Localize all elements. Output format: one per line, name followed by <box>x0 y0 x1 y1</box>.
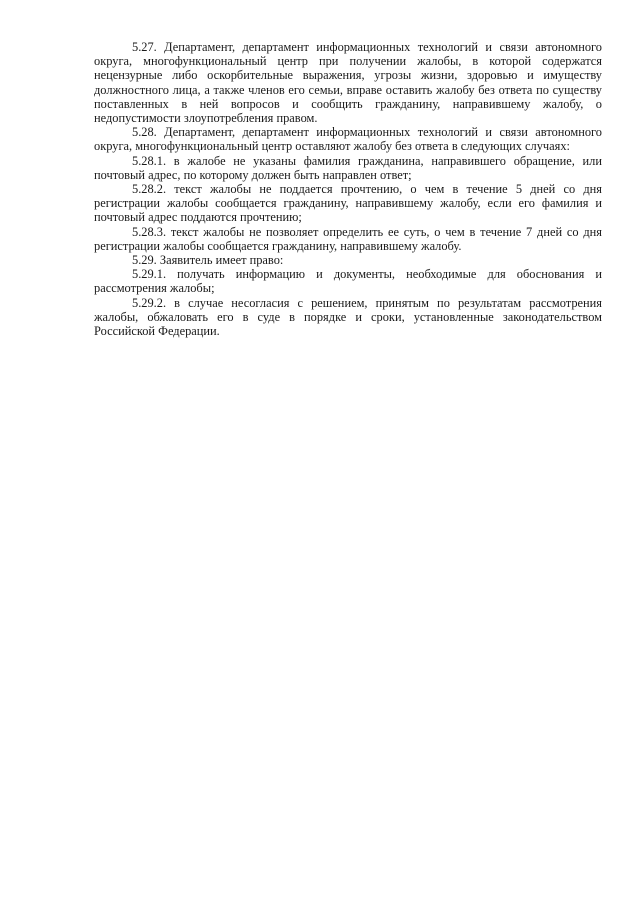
paragraph-5-28: 5.28. Департамент, департамент информационных технологий и связи автономного округа, многофункциональный центр оставляют жалобу без ответа в следующих случаях: <box>94 125 602 154</box>
document-page <box>94 40 602 338</box>
paragraph-5-28-3: 5.28.3. текст жалобы не позволяет определить ее суть, о чем в течение 7 дней со дня регистрации жалобы сообщается гражданину, направившему жалобу. <box>94 224 602 253</box>
paragraph-5-29-1: 5.29.1. получать информацию и документы, необходимые для обоснования и рассмотрения жалобы; <box>94 267 602 296</box>
paragraph-5-27: 5.27. Департамент, департамент информационных технологий и связи автономного округа, многофункциональный центр при получении жалобы, в которой содержатся нецензурные либо оскорбительные выражения, угрозы жизни, здоровью и имуществу должностного лица, а также членов его семьи, вправе оставить жалобу без ответа по существу поставленных в ней вопросов и сообщить гражданину, направившему жалобу, о недопустимости злоупотребления правом. <box>94 40 602 126</box>
paragraph-5-29-2: 5.29.2. в случае несогласия с решением, принятым по результатам рассмотрения жалобы, обжаловать его в суде в порядке и сроки, установленные законодательством Российской Федерации. <box>94 295 602 339</box>
paragraph-5-28-2: 5.28.2. текст жалобы не поддается прочтению, о чем в течение 5 дней со дня регистрации жалобы сообщается гражданину, направившему жалобу, если его фамилия и почтовый адрес поддаются прочтению; <box>94 182 602 225</box>
paragraph-5-29: 5.29. Заявитель имеет право: <box>132 253 284 268</box>
paragraph-5-28-1: 5.28.1. в жалобе не указаны фамилия гражданина, направившего обращение, или почтовый адрес, по которому должен быть направлен ответ; <box>94 153 602 182</box>
